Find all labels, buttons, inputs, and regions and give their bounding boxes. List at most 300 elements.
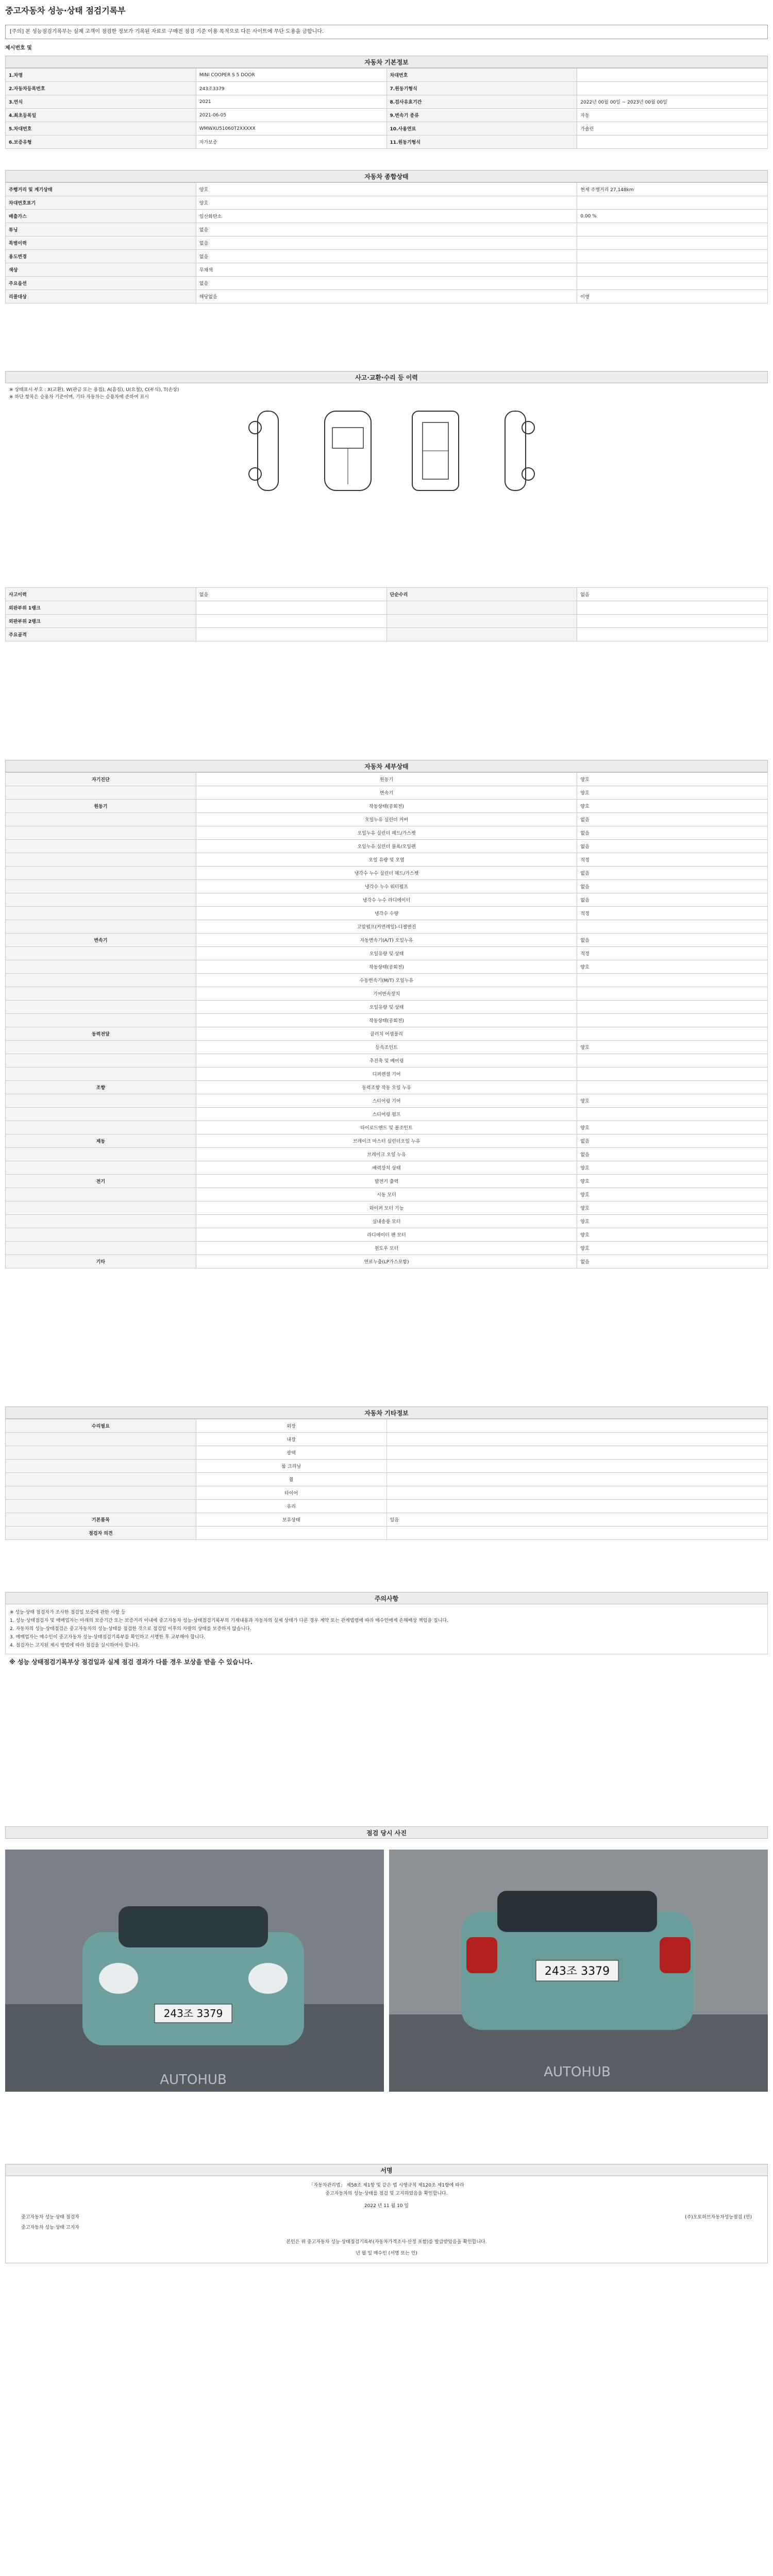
table-row	[6, 122, 768, 135]
detail-group	[6, 893, 196, 907]
basic-info-header: 자동차 기본정보	[5, 56, 768, 68]
detail-state: 양호	[577, 786, 768, 800]
detail-state: 없음	[577, 1255, 768, 1268]
other-item: 내장	[196, 1433, 386, 1446]
general-state-table	[5, 182, 768, 303]
detail-state: 양호	[577, 773, 768, 786]
front-photo	[5, 1850, 384, 2092]
table-row	[6, 1433, 768, 1446]
detail-state	[577, 1014, 768, 1027]
detail-group	[6, 1067, 196, 1081]
detail-state	[577, 987, 768, 1001]
other-group: 점검자 의견	[6, 1527, 196, 1540]
table-row	[6, 1513, 768, 1527]
accident-value	[196, 615, 386, 628]
general-state: 해당없음	[196, 290, 577, 303]
general-detail	[577, 250, 768, 263]
sign-line: 「자동차관리법」 제58조 제1항 및 같은 법 시행규칙 제120조 제1항에 따라	[309, 2183, 464, 2188]
general-item: 튜닝	[6, 223, 196, 236]
detail-state: 적정	[577, 947, 768, 960]
table-row	[6, 853, 768, 867]
notes-line: 3. 매매업자는 매수인이 중고자동차 성능·상태점검기록부를 확인하고 서명한 후 교부해야 합니다.	[10, 1635, 206, 1640]
notes-line: ※ 성능·상태 점검자가 조사한 점검일 보증에 관한 사항 등	[10, 1610, 126, 1615]
table-row	[6, 1500, 768, 1513]
basic-label: 4.최초등록일	[6, 109, 196, 122]
other-group	[6, 1500, 196, 1513]
detail-state: 적정	[577, 907, 768, 920]
car-left-side-icon	[240, 407, 296, 495]
detail-group	[6, 840, 196, 853]
table-row	[6, 1161, 768, 1175]
table-row	[6, 920, 768, 934]
table-row	[6, 987, 768, 1001]
detail-group	[6, 1054, 196, 1067]
detail-state	[577, 1108, 768, 1121]
sign-inspector-label: 중고자동차 성능·상태 점검자	[21, 2215, 79, 2220]
table-row	[6, 236, 768, 250]
detail-group	[6, 880, 196, 893]
detail-item: 오일 유량 및 오염	[196, 853, 577, 867]
car-diagram	[5, 407, 768, 495]
accident-header: 사고·교환·수리 등 이력	[5, 371, 768, 383]
table-row	[6, 1446, 768, 1460]
other-state	[386, 1433, 768, 1446]
detail-item: 추진축 및 베어링	[196, 1054, 577, 1067]
basic-label: 차대번호	[386, 69, 577, 82]
general-detail: 0.00 %	[577, 210, 768, 223]
accident-label: 외판부위 2랭크	[6, 615, 196, 628]
detail-item: 배력장치 상태	[196, 1161, 577, 1175]
detail-group: 자기진단	[6, 773, 196, 786]
notes-line: 2. 자동차의 성능·상태점검은 중고자동차의 성능·상태를 점검한 것으로 점검일 이후의 차량의 상태를 보증하지 않습니다.	[10, 1626, 251, 1632]
detail-item: 스티어링 펌프	[196, 1108, 577, 1121]
table-row	[6, 601, 768, 615]
accident-value	[577, 601, 768, 615]
detail-state: 양호	[577, 1228, 768, 1242]
general-detail	[577, 196, 768, 210]
table-row	[6, 960, 768, 974]
table-row	[6, 1215, 768, 1228]
sign-date: 2022 년 11 월 10 일	[364, 2204, 409, 2209]
detail-group	[6, 1242, 196, 1255]
detail-state: 양호	[577, 1188, 768, 1201]
accident-table	[5, 587, 768, 641]
table-row	[6, 800, 768, 813]
table-row	[6, 109, 768, 122]
other-state	[386, 1446, 768, 1460]
detail-group: 제동	[6, 1134, 196, 1148]
detail-item: 고압펌프(커먼레일)-디젤엔진	[196, 920, 577, 934]
table-row	[6, 786, 768, 800]
detail-item: 원동기	[196, 773, 577, 786]
detail-state: 없음	[577, 893, 768, 907]
basic-info-section	[5, 56, 768, 149]
rear-photo	[389, 1850, 768, 2092]
detail-state: 양호	[577, 1175, 768, 1188]
other-group: 수리필요	[6, 1419, 196, 1433]
detail-state: 없음	[577, 826, 768, 840]
table-row	[6, 813, 768, 826]
notes-line: 1. 성능·상태점검자 및 매매업자는 아래의 보증기간 또는 보증거리 이내에 중고자동차 성능·상태점검기록부의 기재내용과 자동차의 실제 상태가 다른 경우 계약 또는 관계법령에 따라 매수인에게 손해배상 책임을 집니다.	[10, 1618, 448, 1623]
detail-group	[6, 813, 196, 826]
detail-state-section	[5, 760, 768, 1268]
table-row	[6, 1027, 768, 1041]
table-row	[6, 974, 768, 987]
car-right-side-icon	[487, 407, 544, 495]
detail-group	[6, 1001, 196, 1014]
accident-value: 없음	[196, 588, 386, 601]
basic-label: 8.검사유효기간	[386, 95, 577, 109]
basic-value: 자동	[577, 109, 768, 122]
detail-state: 양호	[577, 960, 768, 974]
detail-item: 디퍼렌셜 기어	[196, 1067, 577, 1081]
other-group	[6, 1446, 196, 1460]
detail-state: 없음	[577, 1134, 768, 1148]
table-row	[6, 1460, 768, 1473]
table-row	[6, 1081, 768, 1094]
basic-value: 가솔린	[577, 122, 768, 135]
detail-group: 동력전달	[6, 1027, 196, 1041]
basic-value	[577, 82, 768, 95]
table-row	[6, 840, 768, 853]
basic-value	[577, 69, 768, 82]
table-row	[6, 1473, 768, 1486]
other-item: 휠	[196, 1473, 386, 1486]
basic-label: 9.변속기 종류	[386, 109, 577, 122]
detail-item: 변속기	[196, 786, 577, 800]
other-item	[196, 1527, 386, 1540]
table-row	[6, 615, 768, 628]
detail-group	[6, 1014, 196, 1027]
accident-legend-line: ※ 상태표시 부호 : X(교환), W(판금 또는 용접), A(흠집), U(요철), C(부식), T(손상)	[9, 387, 179, 393]
general-detail	[577, 263, 768, 277]
basic-info-table	[5, 68, 768, 149]
basic-value: MINI COOPER S 5 DOOR	[196, 69, 386, 82]
basic-label: 3.연식	[6, 95, 196, 109]
notice-box: [주의] 본 성능점검기록부는 실제 고객이 점검한 정보가 기록된 자료로 구매전 점검 기준 이용 목적으로 다른 사이트에 무단 도용을 금합니다.	[5, 25, 768, 39]
table-row	[6, 1121, 768, 1134]
car-frame-icon	[407, 407, 464, 495]
detail-group	[6, 974, 196, 987]
general-item: 특별이력	[6, 236, 196, 250]
detail-group	[6, 786, 196, 800]
general-detail: 현재 주행거리 27,148km	[577, 183, 768, 196]
general-item: 주요옵션	[6, 277, 196, 290]
detail-group	[6, 826, 196, 840]
detail-group	[6, 920, 196, 934]
detail-group	[6, 1041, 196, 1054]
detail-group	[6, 947, 196, 960]
detail-group	[6, 987, 196, 1001]
general-state-section	[5, 170, 768, 303]
general-detail	[577, 236, 768, 250]
table-row	[6, 210, 768, 223]
table-row	[6, 628, 768, 641]
table-row	[6, 880, 768, 893]
general-item: 배출가스	[6, 210, 196, 223]
detail-state: 없음	[577, 880, 768, 893]
detail-item: 수동변속기(M/T) 오일누유	[196, 974, 577, 987]
detail-group: 전기	[6, 1175, 196, 1188]
other-state	[386, 1460, 768, 1473]
doc-number-label: 제시번호 및	[5, 45, 32, 51]
detail-state-header: 자동차 세부상태	[5, 760, 768, 772]
detail-group: 원동기	[6, 800, 196, 813]
general-item: 리콜대상	[6, 290, 196, 303]
detail-item: 라디에이터 팬 모터	[196, 1228, 577, 1242]
basic-label: 2.자동차등록번호	[6, 82, 196, 95]
detail-item: 작동상태(공회전)	[196, 1014, 577, 1027]
table-row	[6, 135, 768, 149]
detail-group	[6, 960, 196, 974]
basic-label: 10.사용연료	[386, 122, 577, 135]
accident-label	[386, 615, 577, 628]
other-item: 광택	[196, 1446, 386, 1460]
table-row	[6, 1527, 768, 1540]
detail-state	[577, 920, 768, 934]
general-item: 색상	[6, 263, 196, 277]
table-row	[6, 947, 768, 960]
table-row	[6, 223, 768, 236]
detail-item: 브레이크 마스터 실린더오일 누유	[196, 1134, 577, 1148]
photos-section	[5, 1826, 768, 1839]
other-group	[6, 1433, 196, 1446]
other-state	[386, 1486, 768, 1500]
sign-section	[5, 2164, 768, 2263]
detail-item: 작동상태(공회전)	[196, 960, 577, 974]
other-state	[386, 1500, 768, 1513]
front-watermark: AUTOHUB	[160, 2072, 227, 2088]
detail-group	[6, 907, 196, 920]
detail-item: 타이로드엔드 및 볼조인트	[196, 1121, 577, 1134]
detail-state: 양호	[577, 1242, 768, 1255]
basic-label: 1.차명	[6, 69, 196, 82]
detail-group	[6, 1121, 196, 1134]
detail-item: 스티어링 기어	[196, 1094, 577, 1108]
general-item: 차대번호표기	[6, 196, 196, 210]
general-state-header: 자동차 종합상태	[5, 170, 768, 182]
basic-label: 6.보증유형	[6, 135, 196, 149]
detail-item: 냉각수 누수 워터펌프	[196, 880, 577, 893]
detail-item: 오일누유 실린더 헤드/가스켓	[196, 826, 577, 840]
table-row	[6, 277, 768, 290]
detail-item: 시동 모터	[196, 1188, 577, 1201]
other-info-section	[5, 1406, 768, 1540]
table-row	[6, 1148, 768, 1161]
table-row	[6, 1094, 768, 1108]
detail-group	[6, 1215, 196, 1228]
detail-state: 양호	[577, 1121, 768, 1134]
detail-group: 조향	[6, 1081, 196, 1094]
detail-item: 오일누유 실린더 블록/오일팬	[196, 840, 577, 853]
detail-group	[6, 1228, 196, 1242]
general-detail	[577, 277, 768, 290]
basic-value: 2021	[196, 95, 386, 109]
detail-state: 없음	[577, 840, 768, 853]
basic-value: 2021-06-05	[196, 109, 386, 122]
detail-item: 클러치 어셈블리	[196, 1027, 577, 1041]
detail-group	[6, 1108, 196, 1121]
other-info-header: 자동차 기타정보	[5, 1406, 768, 1419]
detail-state: 없음	[577, 867, 768, 880]
detail-group	[6, 853, 196, 867]
accident-section	[5, 371, 768, 742]
detail-group	[6, 1161, 196, 1175]
detail-state	[577, 1001, 768, 1014]
table-row	[6, 588, 768, 601]
other-state	[386, 1527, 768, 1540]
detail-state: 양호	[577, 1215, 768, 1228]
detail-state: 적정	[577, 853, 768, 867]
general-state: 없음	[196, 277, 577, 290]
page-title: 중고자동차 성능·상태 점검기록부	[5, 6, 126, 15]
general-state: 양호	[196, 196, 577, 210]
inspection-photos	[5, 1850, 768, 2092]
detail-state: 양호	[577, 1161, 768, 1175]
detail-item: 등속조인트	[196, 1041, 577, 1054]
general-detail	[577, 223, 768, 236]
rear-watermark: AUTOHUB	[544, 2064, 611, 2080]
detail-state: 양호	[577, 1201, 768, 1215]
general-state: 없음	[196, 250, 577, 263]
detail-item: 냉각수 누수 실린더 헤드/가스켓	[196, 867, 577, 880]
detail-item: 실내송풍 모터	[196, 1215, 577, 1228]
photos-header: 점검 당시 사진	[5, 1826, 768, 1839]
front-plate-text: 243조 3379	[163, 2007, 223, 2020]
table-row	[6, 1255, 768, 1268]
table-row	[6, 867, 768, 880]
basic-value: WMWXU51060T2XXXXX	[196, 122, 386, 135]
table-row	[6, 1486, 768, 1500]
detail-item: 오일유량 및 상태	[196, 1001, 577, 1014]
other-state	[386, 1419, 768, 1433]
detail-state	[577, 1027, 768, 1041]
table-row	[6, 1108, 768, 1121]
other-state	[386, 1473, 768, 1486]
table-row	[6, 1041, 768, 1054]
detail-item: 작동상태(공회전)	[196, 800, 577, 813]
other-group: 기본품목	[6, 1513, 196, 1527]
sign-seller-label: 중고자동차 성능·상태 고지자	[21, 2225, 79, 2230]
detail-item: 윈도우 모터	[196, 1242, 577, 1255]
detail-group: 기타	[6, 1255, 196, 1268]
detail-group	[6, 1188, 196, 1201]
accident-value	[196, 628, 386, 641]
other-item: 보유상태	[196, 1513, 386, 1527]
other-item: 외장	[196, 1419, 386, 1433]
accident-label	[386, 601, 577, 615]
detail-group: 변속기	[6, 934, 196, 947]
detail-state	[577, 1067, 768, 1081]
table-row	[6, 934, 768, 947]
basic-label: 11.원동기형식	[386, 135, 577, 149]
detail-state: 양호	[577, 1094, 768, 1108]
table-row	[6, 82, 768, 95]
other-group	[6, 1460, 196, 1473]
general-state: 무채색	[196, 263, 577, 277]
detail-item: 발전기 출력	[196, 1175, 577, 1188]
detail-item: 연료누출(LP가스포함)	[196, 1255, 577, 1268]
accident-value	[577, 628, 768, 641]
sign-buyer-line: 본인은 위 중고자동차 성능·상태점검기록부(자동차가격조사·산정 포함)를 발급받았음을 확인합니다.	[286, 2240, 487, 2245]
table-row	[6, 1001, 768, 1014]
general-state: 일산화탄소	[196, 210, 577, 223]
general-state: 양호	[196, 183, 577, 196]
accident-label	[386, 628, 577, 641]
accident-label: 외판부위 1랭크	[6, 601, 196, 615]
accident-value	[577, 615, 768, 628]
general-state: 없음	[196, 236, 577, 250]
notes-header: 주의사항	[5, 1592, 768, 1604]
other-item: 타이어	[196, 1486, 386, 1500]
basic-value	[577, 135, 768, 149]
detail-item: 브레이크 오일 누유	[196, 1148, 577, 1161]
general-state: 없음	[196, 223, 577, 236]
detail-state: 없음	[577, 1148, 768, 1161]
detail-item: 자동변속기(A/T) 오일누유	[196, 934, 577, 947]
detail-state	[577, 1081, 768, 1094]
notes-emphasis: ※ 성능 상태점검기록부상 점검일과 실제 점검 결과가 다를 경우 보상을 받을 수 있습니다.	[9, 1658, 253, 1666]
basic-label: 7.원동기형식	[386, 82, 577, 95]
general-item: 주행거리 및 계기상태	[6, 183, 196, 196]
table-row	[6, 1067, 768, 1081]
other-info-table	[5, 1419, 768, 1540]
table-row	[6, 183, 768, 196]
detail-state: 양호	[577, 1041, 768, 1054]
detail-item: 냉각수 누수 라디에이터	[196, 893, 577, 907]
detail-state	[577, 1054, 768, 1067]
basic-value: 243조3379	[196, 82, 386, 95]
accident-value: 없음	[577, 588, 768, 601]
detail-state	[577, 974, 768, 987]
detail-state: 없음	[577, 813, 768, 826]
basic-value: 2022년 00월 00일 ~ 2023년 00월 00일	[577, 95, 768, 109]
table-row	[6, 1188, 768, 1201]
table-row	[6, 69, 768, 82]
rear-plate-text: 243조 3379	[544, 1965, 610, 1978]
sign-buyer-sub: 년 월 일 매수인 (서명 또는 인)	[356, 2251, 417, 2256]
table-row	[6, 773, 768, 786]
detail-state: 양호	[577, 800, 768, 813]
table-row	[6, 1014, 768, 1027]
other-group	[6, 1486, 196, 1500]
detail-state-table	[5, 772, 768, 1268]
detail-item: 오일누유 실린더 커버	[196, 813, 577, 826]
detail-group	[6, 867, 196, 880]
detail-item: 냉각수 수량	[196, 907, 577, 920]
car-front-icon	[320, 407, 376, 495]
table-row	[6, 196, 768, 210]
detail-item: 동력조향 작동 오일 누유	[196, 1081, 577, 1094]
notes-section	[5, 1592, 768, 1669]
accident-legend-line: ※ 하단 항목은 승용차 기준이며, 기타 자동차는 승용차에 준하여 표시	[9, 395, 149, 400]
other-item: 유리	[196, 1500, 386, 1513]
accident-label: 단순수리	[386, 588, 577, 601]
table-row	[6, 893, 768, 907]
table-row	[6, 826, 768, 840]
detail-state: 없음	[577, 934, 768, 947]
detail-group	[6, 1094, 196, 1108]
other-state: 있음	[386, 1513, 768, 1527]
table-row	[6, 263, 768, 277]
detail-item: 와이퍼 모터 기능	[196, 1201, 577, 1215]
basic-value: 자가보증	[196, 135, 386, 149]
table-row	[6, 1228, 768, 1242]
detail-item: 오일유량 및 상태	[196, 947, 577, 960]
other-group	[6, 1473, 196, 1486]
sign-line: 중고자동차의 성능·상태를 점검 및 고지하였음을 확인합니다.	[325, 2191, 448, 2196]
table-row	[6, 1175, 768, 1188]
